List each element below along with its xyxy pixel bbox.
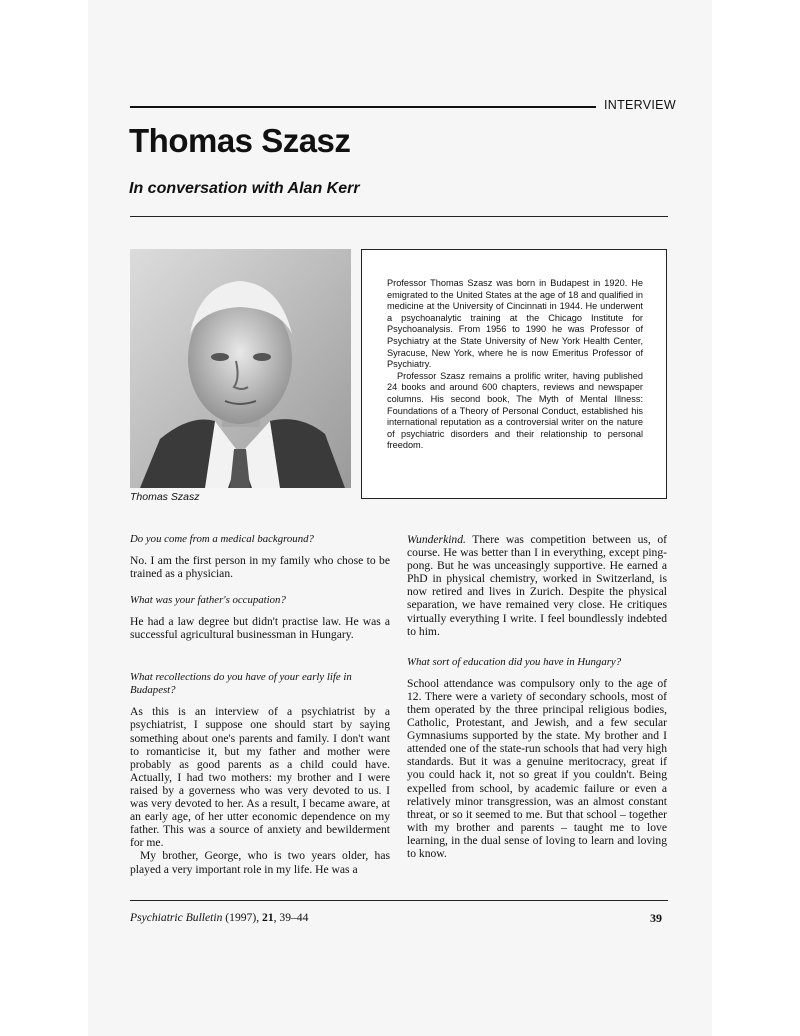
bio-paragraph-2: Professor Szasz remains a prolific writer, having published 24 books and around 600 chapters, reviews and newspaper columns. His second book, The Myth of Mental Illness: Foundations of a Theory of Personal Conduct, established his international reputation as a controversial writer on the nature of psychiatric disorders and their relationship to personal freedom. xyxy=(387,370,643,451)
answer: School attendance was compulsory only to the age of 12. There were a variety of secondary schools, most of them operated by the three principal religious bodies, Catholic, Protestant, and Jewish, and a few secular Gymnasiums supported by the state. My brother and I attended one of the state-run schools that had very high standards. But it was a genuine meritocracy, great if you could hack it, not so great if you couldn't. Being expelled from school, by academic failure or even a relatively minor transgression, was an almost constant threat, or so it seemed to me. But that school – together with my brother and parents – taught me to love learning, in the dual sense of loving to learn and loving to know. xyxy=(407,676,667,860)
portrait-illustration xyxy=(130,249,351,488)
section-label: INTERVIEW xyxy=(604,98,676,112)
bio-text xyxy=(387,278,643,452)
article-subtitle: In conversation with Alan Kerr xyxy=(129,180,360,197)
answer-continued: My brother, George, who is two years older, has played a very important role in my life. He was a xyxy=(130,849,390,876)
citation-pages: , 39–44 xyxy=(273,911,309,924)
article-title: Thomas Szasz xyxy=(129,122,351,159)
bio-paragraph-1: Professor Thomas Szasz was born in Budapest in 1920. He emigrated to the United States at the age of 18 and qualified in medicine at the University of Cincinnati in 1944. He underwent a psychoanalytic training at the Chicago Institute for Psychoanalysis. From 1956 to 1990 he was Professor of Psychiatry at the State University of New York Health Center, Syracuse, New York, where he is now Emeritus Professor of Psychiatry. xyxy=(387,278,643,370)
question: What recollections do you have of your early life in Budapest? xyxy=(130,671,352,697)
citation-year: (1997), xyxy=(222,911,263,924)
answer: As this is an interview of a psychiatrist by a psychiatrist, I suppose one should start by saying something about one's parents and family. I don't want to romanticise it, but my father and mother were probably as good parents as a child could have. Actually, I had two mothers: my brother and I were raised by a governess who was very devoted to us. I was very devoted to her. As a result, I became aware, at an early age, of her utter economic dependence on my father. This was a source of anxiety and bewilderment for me. xyxy=(130,705,390,850)
answer: No. I am the first person in my family who chose to be trained as a physician. xyxy=(130,554,390,581)
answer-continued xyxy=(407,533,667,638)
page-number: 39 xyxy=(650,911,662,925)
portrait-photo xyxy=(130,249,351,488)
answer: He had a law degree but didn't practise law. He was a successful agricultural businessman in Hungary. xyxy=(130,615,390,642)
footer-citation xyxy=(130,911,308,924)
question: Do you come from a medical background? xyxy=(130,533,314,545)
answer-continued-text: There was competition between us, of course. He was better than I in everything, except ping-pong. But he was unceasingly supportive. He earned a PhD in physical chemistry, worked in Switzerland, is now retired and lives in Zurich. Despite the physical separation, we have remained very close. He critiques virtually everything I write. I feel boundlessly indebted to him. xyxy=(407,533,667,638)
right-column xyxy=(407,533,667,860)
question: What was your father's occupation? xyxy=(130,594,286,607)
header-rule xyxy=(130,106,596,108)
title-rule xyxy=(130,216,668,217)
left-column xyxy=(130,533,390,876)
question: What sort of education did you have in Hungary? xyxy=(407,655,622,668)
bio-box xyxy=(361,249,667,499)
emphasis-word: Wunderkind. xyxy=(407,533,466,546)
citation-volume: 21 xyxy=(262,911,274,924)
footer-rule xyxy=(130,900,668,901)
photo-caption: Thomas Szasz xyxy=(130,491,200,503)
journal-name: Psychiatric Bulletin xyxy=(130,911,223,924)
